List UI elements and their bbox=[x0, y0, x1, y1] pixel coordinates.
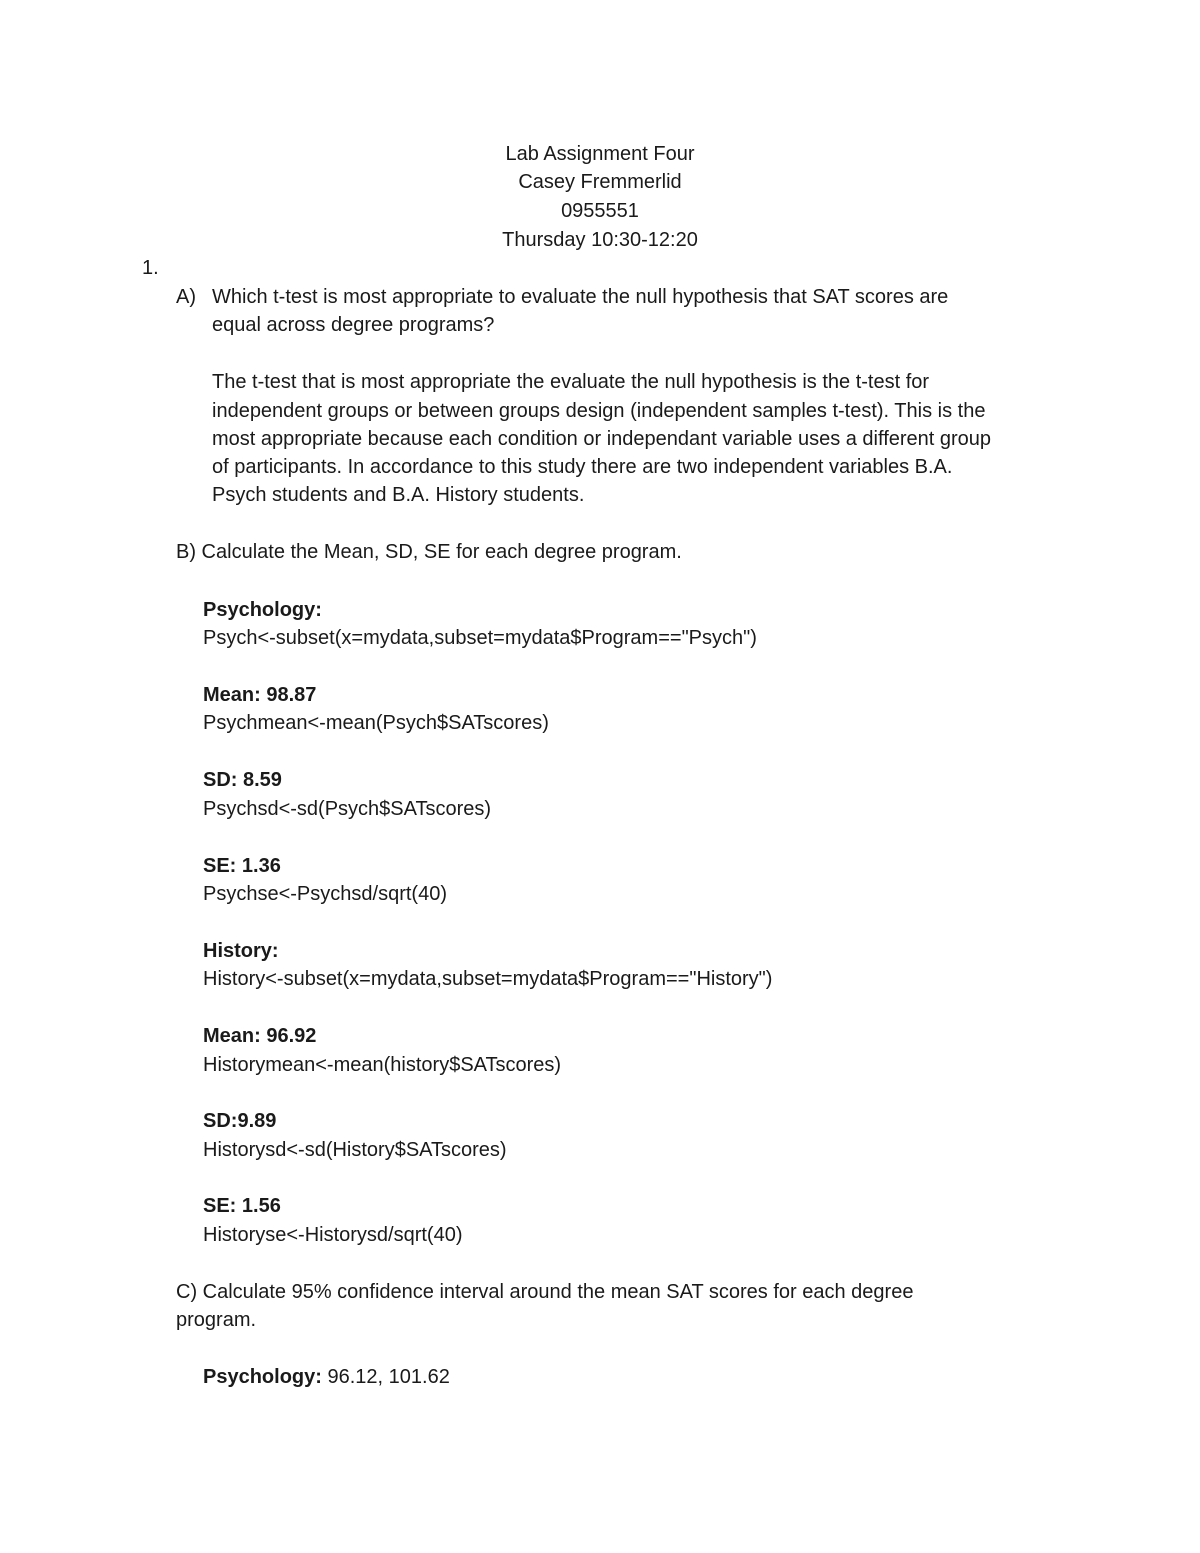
psych-heading: Psychology: bbox=[203, 599, 322, 621]
psych-mean-label: Mean: 98.87 bbox=[203, 684, 317, 706]
author-name: Casey Fremmerlid bbox=[518, 171, 682, 193]
history-se-code: Historyse<-Historysd/sqrt(40) bbox=[203, 1224, 463, 1246]
student-id: 0955551 bbox=[561, 200, 639, 222]
part-a-answer-line2: independent groups or between groups design (independent samples t-test). This is the bbox=[212, 400, 986, 422]
part-a-answer-line1: The t-test that is most appropriate the evaluate the null hypothesis is the t-test for bbox=[212, 371, 930, 393]
psych-ci-value: 96.12, 101.62 bbox=[321, 1366, 450, 1388]
part-a-answer-line5: Psych students and B.A. History students. bbox=[212, 484, 585, 506]
part-a-question-line1: Which t-test is most appropriate to evaluate the null hypothesis that SAT scores are bbox=[212, 286, 949, 308]
history-sd-label: SD:9.89 bbox=[203, 1110, 277, 1132]
psych-mean-code: Psychmean<-mean(Psych$SATscores) bbox=[203, 712, 549, 734]
part-a-question-line2: equal across degree programs? bbox=[212, 314, 495, 336]
psych-se-code: Psychse<-Psychsd/sqrt(40) bbox=[203, 883, 447, 905]
psych-subset-code: Psych<-subset(x=mydata,subset=mydata$Program=="Psych") bbox=[203, 627, 757, 649]
history-heading: History: bbox=[203, 940, 279, 962]
psych-se-label: SE: 1.36 bbox=[203, 855, 281, 877]
history-mean-code: Historymean<-mean(history$SATscores) bbox=[203, 1054, 562, 1076]
psych-ci-line bbox=[203, 1363, 450, 1391]
doc-title: Lab Assignment Four bbox=[505, 143, 695, 165]
psych-sd-label: SD: 8.59 bbox=[203, 769, 282, 791]
history-subset-code: History<-subset(x=mydata,subset=mydata$Program=="History") bbox=[203, 968, 773, 990]
history-se-label: SE: 1.56 bbox=[203, 1195, 281, 1217]
question-number: 1. bbox=[142, 257, 159, 279]
history-sd-code: Historysd<-sd(History$SATscores) bbox=[203, 1139, 507, 1161]
psych-sd-code: Psychsd<-sd(Psych$SATscores) bbox=[203, 798, 492, 820]
class-schedule: Thursday 10:30-12:20 bbox=[502, 229, 698, 251]
history-mean-label: Mean: 96.92 bbox=[203, 1025, 317, 1047]
part-c-question-line2: program. bbox=[176, 1309, 257, 1331]
part-a-label: A) bbox=[176, 286, 196, 308]
psych-ci-label: Psychology: bbox=[203, 1366, 322, 1388]
part-c-question-line1: C) Calculate 95% confidence interval around the mean SAT scores for each degree bbox=[176, 1281, 914, 1303]
part-b-question: B) Calculate the Mean, SD, SE for each degree program. bbox=[176, 541, 682, 563]
part-a-answer-line3: most appropriate because each condition or independant variable uses a different group bbox=[212, 428, 992, 450]
part-a-answer-line4: of participants. In accordance to this study there are two independent variables B.A. bbox=[212, 456, 953, 478]
